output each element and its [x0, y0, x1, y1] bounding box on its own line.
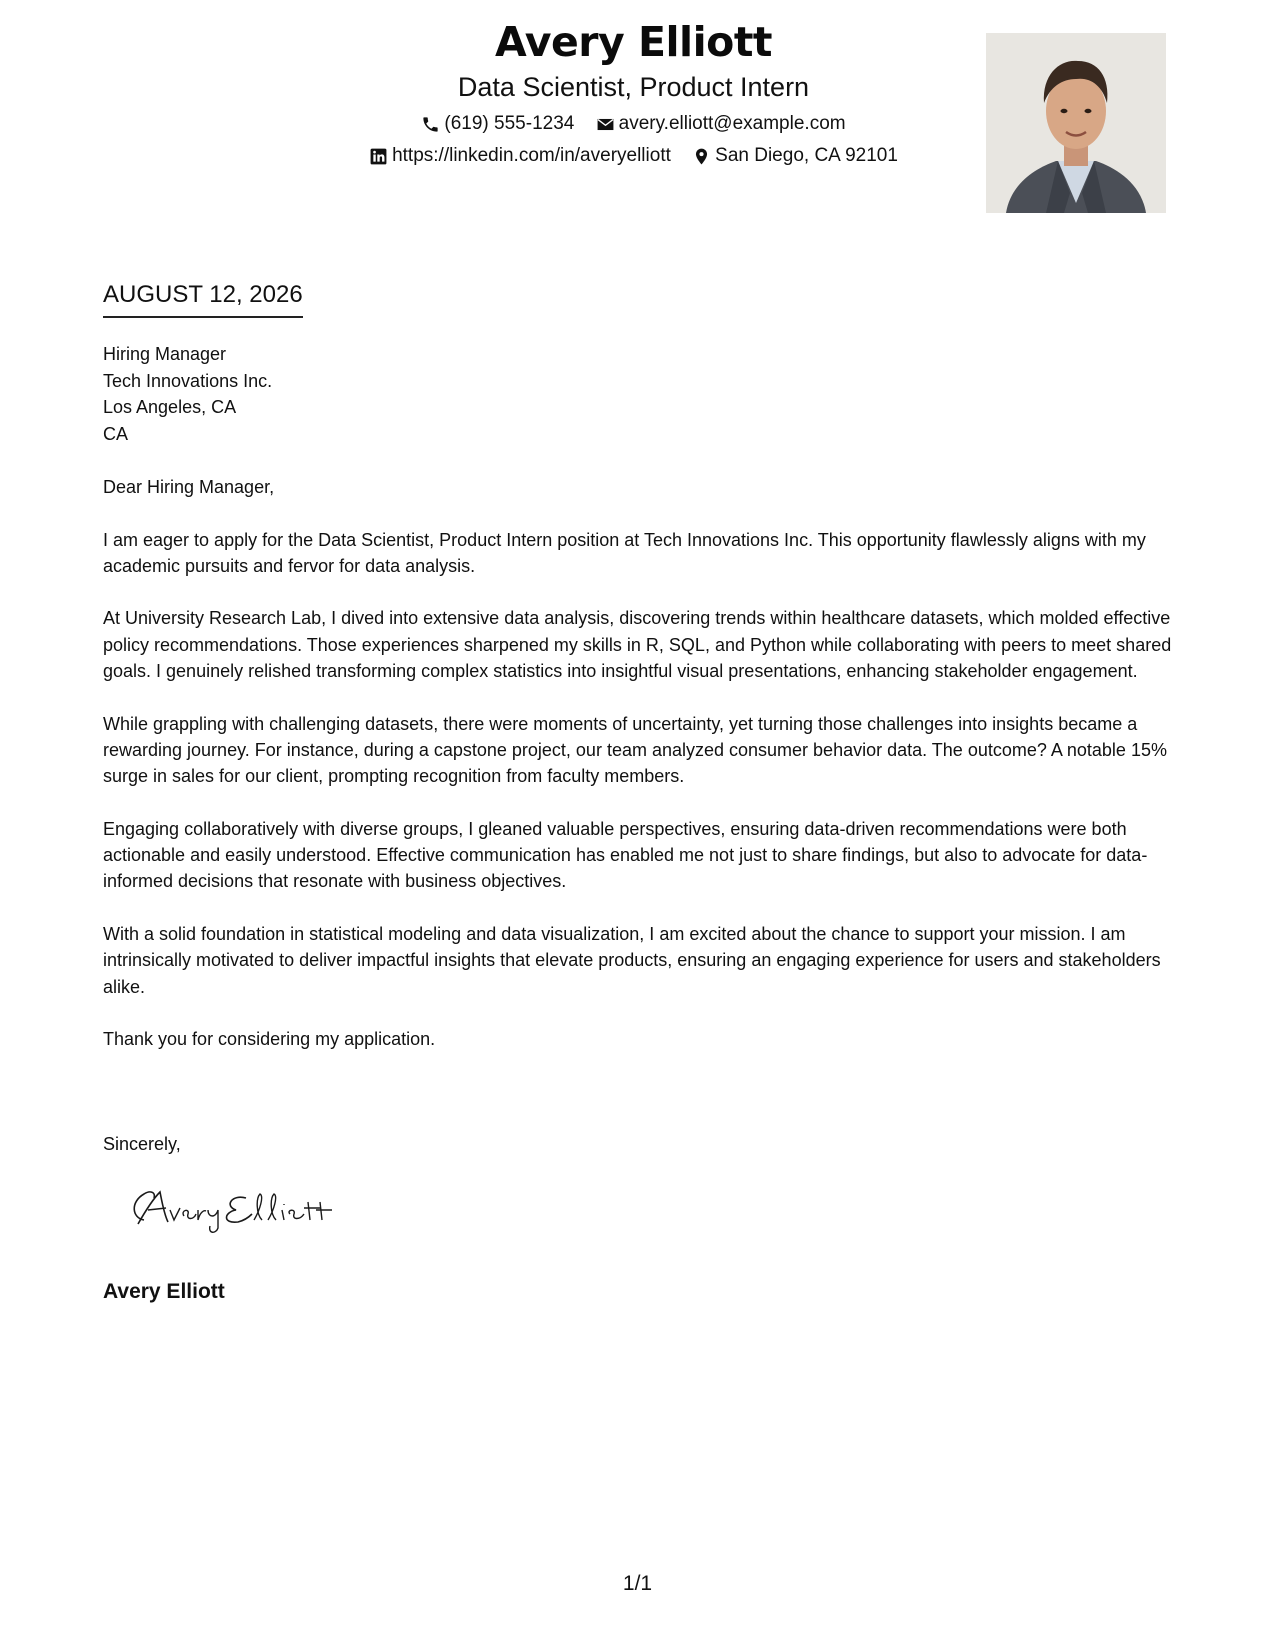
email-text: avery.elliott@example.com: [618, 113, 846, 134]
applicant-name: Avery Elliott: [494, 18, 773, 66]
letter-body: [103, 474, 1173, 1079]
recipient-city: Los Angeles, CA: [103, 397, 237, 417]
paragraph-6: Thank you for considering my application.: [103, 1029, 436, 1050]
paragraph-5: With a solid foundation in statistical modeling and data visualization, I am excited about the chance to support your mission. I am intrinsically motivated to deliver impactful insights that elevate products, ensuring an engaging experience for users and stakeholders alike.: [103, 924, 1161, 997]
recipient-name: Hiring Manager: [103, 344, 227, 364]
paragraph-2: At University Research Lab, I dived into extensive data analysis, discovering trends within healthcare datasets, which molded effective policy recommendations. Those experiences sharpened my skills in R, SQL, and Python while collaborating with peers to meet shared goals. I genuinely relished transforming complex statistics into insightful visual presentations, enhancing stakeholder engagement.: [103, 608, 1172, 682]
signature-image: [124, 1180, 344, 1240]
paragraph-4: Engaging collaboratively with diverse groups, I gleaned valuable perspectives, ensuring data-driven recommendations were both actionable and easily understood. Effective communication has enabled me not just to share findings, but also to advocate for data-informed decisions that resonate with business objectives.: [103, 818, 1148, 892]
phone-icon: [421, 115, 440, 134]
letter-date: AUGUST 12, 2026: [103, 281, 303, 318]
phone-text: (619) 555-1234: [444, 113, 575, 134]
closing: Sincerely,: [103, 1134, 181, 1154]
page-number: 1/1: [622, 1572, 653, 1595]
recipient-block: [103, 341, 272, 447]
job-title: Data Scientist, Product Intern: [457, 72, 810, 102]
signer-name: Avery Elliott: [103, 1280, 225, 1303]
paragraph-3: While grappling with challenging datasets, there were moments of uncertainty, yet turning those challenges into insights became a rewarding journey. For instance, during a capstone project, our team analyzed consumer behavior data. The outcome? A notable 15% surge in sales for our client, prompting recognition from faculty members.: [103, 713, 1167, 787]
envelope-icon: [596, 115, 615, 134]
contact-phone: [421, 113, 574, 135]
location-text: San Diego, CA 92101: [715, 145, 898, 166]
map-pin-icon: [692, 147, 711, 166]
recipient-company: Tech Innovations Inc.: [103, 370, 273, 391]
contact-linkedin[interactable]: [369, 145, 671, 167]
handwritten-signature: [124, 1180, 344, 1240]
salutation: Dear Hiring Manager,: [103, 477, 275, 497]
recipient-state: CA: [103, 423, 129, 444]
linkedin-text: https://linkedin.com/in/averyelliott: [392, 145, 671, 166]
contact-email[interactable]: [596, 113, 846, 135]
portrait-image: [986, 33, 1166, 213]
contact-location: [692, 145, 898, 167]
paragraph-1: I am eager to apply for the Data Scientist, Product Intern position at Tech Innovations Inc. This opportunity flawlessly aligns with my academic pursuits and fervor for data analysis.: [103, 529, 1146, 576]
linkedin-icon: [369, 147, 388, 166]
profile-photo: [986, 33, 1166, 213]
